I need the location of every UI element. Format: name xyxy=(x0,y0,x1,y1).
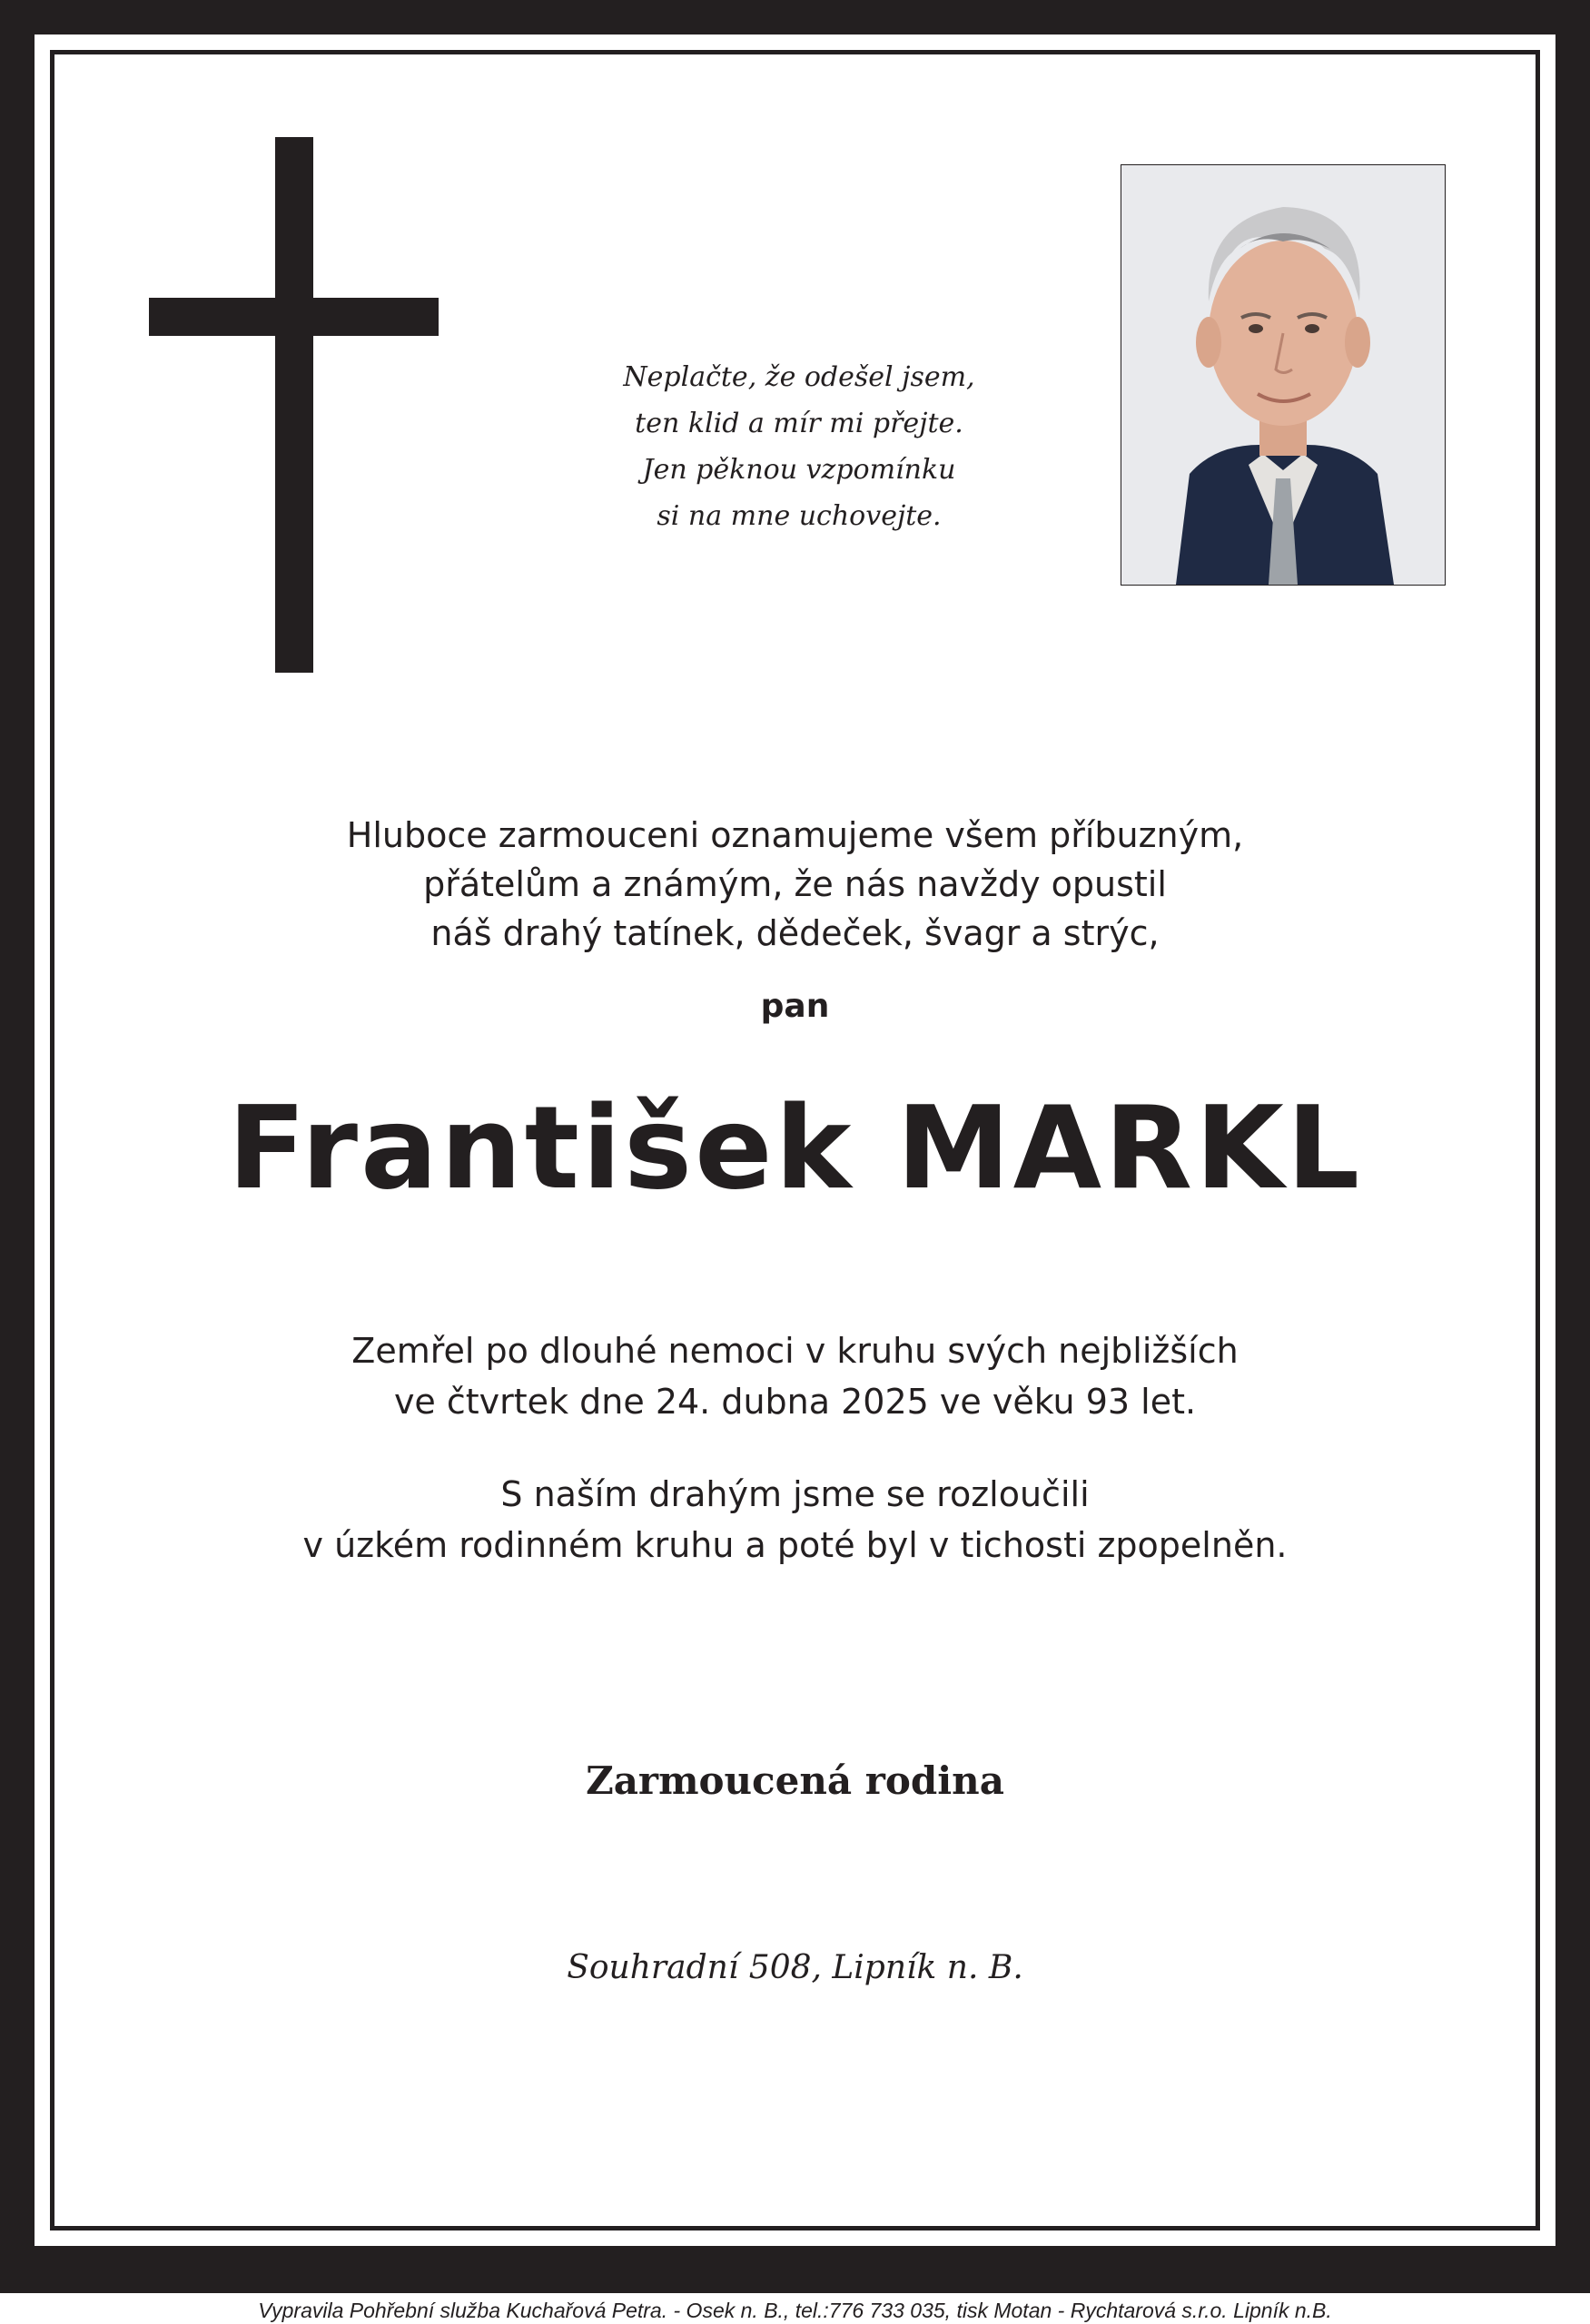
funeral-service-footer: Vypravila Pohřební služba Kuchařová Petra. - Osek n. B., tel.:776 733 035, tisk Motan - Rychtarová s.r.o. Lipník n.B. xyxy=(258,2299,1332,2322)
announcement-line: přátelům a známým, že nás navždy opustil xyxy=(423,864,1167,904)
death-details-line: ve čtvrtek dne 24. dubna 2025 ve věku 93 let. xyxy=(393,1382,1197,1422)
farewell-line: v úzkém rodinném kruhu a poté byl v tichosti zpopelněn. xyxy=(302,1525,1288,1565)
announcement-line: Hluboce zarmouceni oznamujeme všem příbuzným, xyxy=(346,815,1244,855)
poem-line: ten klid a mír mi přejte. xyxy=(635,408,963,439)
death-details xyxy=(182,1325,1408,1427)
deceased-name: František MARKL xyxy=(227,1081,1363,1215)
cross-horizontal-beam xyxy=(149,298,439,336)
family-address: Souhradní 508, Lipník n. B. xyxy=(567,1949,1023,1986)
announcement-line: náš drahý tatínek, dědeček, švagr a strýc, xyxy=(430,913,1160,953)
honorific-title: pan xyxy=(760,988,830,1025)
cross-vertical-beam xyxy=(275,137,313,673)
portrait-illustration xyxy=(1121,165,1445,585)
portrait-photo xyxy=(1121,164,1446,586)
announcement-text xyxy=(182,811,1408,958)
farewell-line: S naším drahým jsme se rozloučili xyxy=(500,1474,1090,1514)
death-details-line: Zemřel po dlouhé nemoci v kruhu svých nejbližších xyxy=(351,1331,1239,1371)
family-signature: Zarmoucená rodina xyxy=(586,1758,1004,1803)
poem-line: Neplačte, že odešel jsem, xyxy=(623,361,975,393)
poem-line: si na mne uchovejte. xyxy=(657,500,942,532)
memorial-poem xyxy=(563,354,1035,539)
poem-line: Jen pěknou vzpomínku xyxy=(642,454,956,486)
farewell-text xyxy=(182,1469,1408,1571)
